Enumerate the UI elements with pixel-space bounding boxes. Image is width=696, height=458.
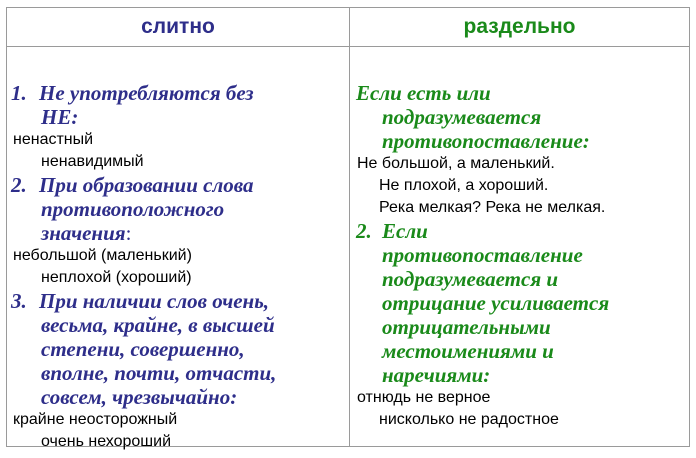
example: неплохой (хороший)	[41, 269, 192, 286]
example: ненавидимый	[41, 153, 144, 170]
rule-2-separately	[350, 219, 688, 387]
rule-line: Не употребляются без	[39, 81, 254, 105]
rule-line: НЕ:	[41, 105, 79, 129]
rule-line: значения	[41, 221, 126, 245]
example: Река мелкая? Река не мелкая.	[379, 199, 606, 216]
rule-1-separately	[350, 81, 688, 153]
rule-line: местоимениями и	[382, 339, 554, 363]
example: очень нехороший	[41, 433, 172, 450]
header-together: слитно	[141, 15, 215, 38]
example: небольшой (маленький)	[13, 247, 192, 264]
rule-tail: :	[125, 221, 132, 245]
rule-number: 2.	[11, 173, 27, 197]
rule-line: степени, совершенно,	[41, 337, 245, 361]
rule-line: противоположного	[41, 197, 225, 221]
rule-3-together	[7, 289, 347, 409]
rule-number: 1.	[11, 81, 27, 105]
rule-line: противопоставление:	[382, 129, 590, 153]
header-separately: раздельно	[463, 15, 576, 38]
rule-line: совсем, чрезвычайно:	[41, 385, 238, 409]
rule-line: При наличии слов очень,	[39, 289, 270, 313]
rule-line: Если	[382, 219, 428, 243]
column-together	[7, 47, 347, 453]
rule-line-wrap	[11, 221, 347, 245]
rule-2-together	[7, 173, 347, 245]
example: нисколько не радостное	[379, 411, 559, 428]
rule-number: 2.	[356, 219, 372, 243]
rule-line: При образовании слова	[39, 173, 254, 197]
rule-line: отрицание усиливается	[382, 291, 610, 315]
rule-line: подразумевается и	[382, 267, 559, 291]
rule-line: Если есть или	[356, 81, 491, 105]
rule-line: подразумевается	[382, 105, 542, 129]
rules-table	[6, 7, 690, 450]
rule-line: противопоставление	[382, 243, 583, 267]
rule-line: отрицательными	[382, 315, 551, 339]
rule-line: вполне, почти, отчасти,	[41, 361, 277, 385]
table-header-row	[7, 8, 689, 47]
example: Не плохой, а хороший.	[379, 177, 549, 194]
example: крайне неосторожный	[13, 411, 178, 428]
rule-line: весьма, крайне, в высшей	[41, 313, 275, 337]
example: ненастный	[13, 131, 94, 148]
rule-line: наречиями:	[382, 363, 491, 387]
rule-number: 3.	[11, 289, 27, 313]
column-separately	[350, 47, 688, 431]
rule-1-together	[7, 81, 347, 129]
example: Не большой, а маленький.	[357, 155, 555, 172]
example: отнюдь не верное	[357, 389, 491, 406]
